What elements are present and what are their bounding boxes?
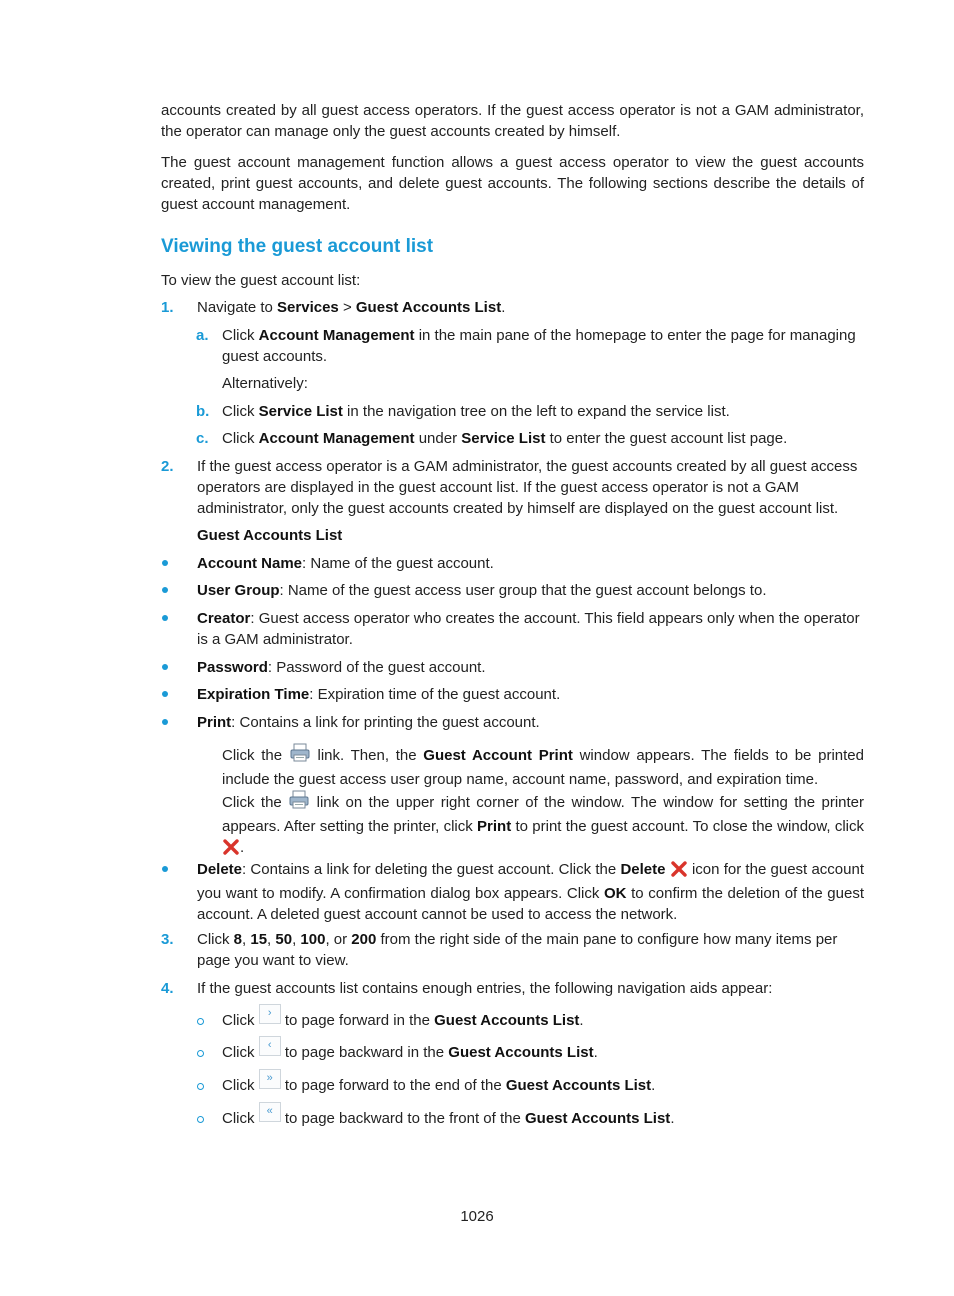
delete-x-icon[interactable] [670, 861, 688, 883]
step-1-number: 1. [161, 299, 174, 316]
intro-paragraph-1: accounts created by all guest access operators. If the guest access operator is not a GAM administrator, the operator can manage only the guest accounts created by himself. [161, 102, 864, 140]
step-1b-letter: b. [196, 403, 210, 420]
page-number: 1026 [460, 1208, 494, 1225]
step-3-text: Click 8, 15, 50, 100, or 200 from the right side of the main pane to configure how many items per page you want to view. [197, 931, 838, 969]
circle-bullet [197, 1018, 204, 1025]
step-1a-text: Click Account Management in the main pane of the homepage to enter the page for managing guest accounts. [222, 327, 856, 365]
nav-prev-item: Click ‹ to page backward in the Guest Accounts List. [222, 1042, 864, 1063]
step-3-number: 3. [161, 931, 174, 948]
nav-next-item: Click › to page forward in the Guest Accounts List. [222, 1010, 864, 1031]
step-4-number: 4. [161, 980, 174, 997]
alternatively-text: Alternatively: [222, 375, 308, 392]
step-1-text: Navigate to Services > Guest Accounts List. [197, 299, 506, 316]
bullet [162, 691, 168, 697]
prev-page-icon[interactable]: ‹ [259, 1036, 281, 1056]
field-password: Password: Password of the guest account. [197, 659, 486, 676]
printer-icon[interactable] [289, 743, 311, 769]
section-lead: To view the guest account list: [161, 272, 361, 289]
delete-x-icon[interactable] [222, 839, 240, 861]
step-1c-letter: c. [196, 430, 209, 447]
bullet [162, 664, 168, 670]
nav-last-item: Click » to page forward to the end of the Guest Accounts List. [222, 1075, 864, 1096]
field-creator: Creator: Guest access operator who creates the account. This field appears only when the operator is a GAM administrator. [197, 610, 860, 648]
step-1c-text: Click Account Management under Service List to enter the guest account list page. [222, 430, 788, 447]
intro-paragraph-2: The guest account management function allows a guest access operator to view the guest accounts created, print guest accounts, and delete guest accounts. The following sections describe the details of guest account management. [161, 154, 864, 213]
field-user-group: User Group: Name of the guest access user group that the guest account belongs to. [197, 582, 767, 599]
bullet [162, 615, 168, 621]
step-2-number: 2. [161, 458, 174, 475]
bullet [162, 719, 168, 725]
guest-accounts-list-title: Guest Accounts List [197, 527, 343, 544]
field-print: Print: Contains a link for printing the guest account. [197, 714, 540, 731]
print-paragraph-2: Click the link on the upper right corner of the window. The window for setting the printer appears. After setting the printer, click Print to print the guest account. To close the window, click . [222, 790, 864, 861]
field-delete: Delete: Contains a link for deleting the guest account. Click the Delete icon for the guest account you want to modify. A confirmation dialog box appears. Click OK to confirm the deletion of the guest account. A deleted guest account cannot be used to access the network. [197, 861, 865, 923]
bullet [162, 560, 168, 566]
step-1a-letter: a. [196, 327, 209, 344]
bullet [162, 587, 168, 593]
next-page-icon[interactable]: › [259, 1004, 281, 1024]
nav-first-item: Click « to page backward to the front of the Guest Accounts List. [222, 1108, 864, 1129]
field-expiration-time: Expiration Time: Expiration time of the guest account. [197, 686, 561, 703]
step-4-text: If the guest accounts list contains enough entries, the following navigation aids appear: [197, 980, 773, 997]
first-page-icon[interactable]: « [259, 1102, 281, 1122]
circle-bullet [197, 1050, 204, 1057]
field-account-name: Account Name: Name of the guest account. [197, 555, 494, 572]
circle-bullet [197, 1116, 204, 1123]
bullet [162, 866, 168, 872]
print-paragraph-1: Click the link. Then, the Guest Account Print window appears. The fields to be printed include the guest access user group name, account name, password, and expiration time. [222, 743, 864, 790]
circle-bullet [197, 1083, 204, 1090]
last-page-icon[interactable]: » [259, 1069, 281, 1089]
section-heading: Viewing the guest account list [161, 236, 434, 257]
printer-icon[interactable] [288, 790, 310, 816]
step-2-text: If the guest access operator is a GAM administrator, the guest accounts created by all guest access operators are displayed in the guest account list. If the guest access operator is not a GAM administrator, only the guest accounts created by himself are displayed on the guest account list. [197, 458, 858, 517]
step-1b-text: Click Service List in the navigation tree on the left to expand the service list. [222, 403, 730, 420]
